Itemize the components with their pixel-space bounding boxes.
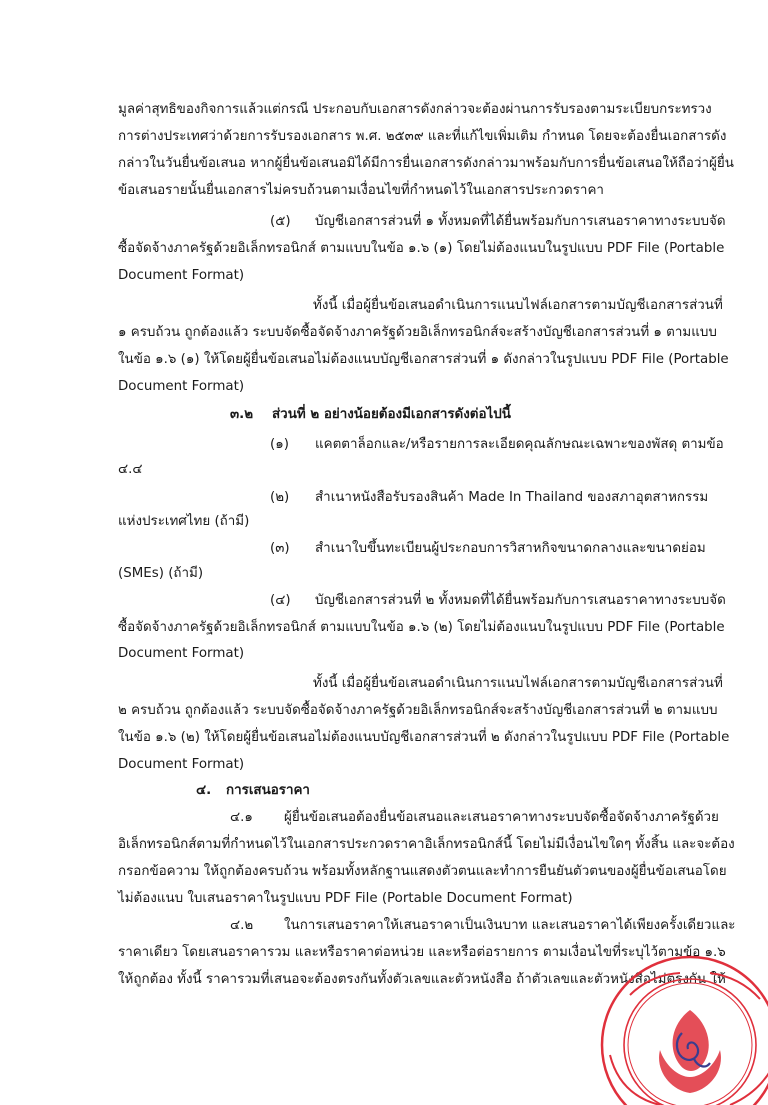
text-line: ผู้ยื่นข้อเสนอต้องยื่นข้อเสนอและเสนอราคาทางระบบจัดซื้อจัดจ้างภาครัฐด้วย [284, 810, 719, 825]
item-number: (๓) [270, 541, 290, 556]
section-number: ๔. [196, 783, 212, 798]
item-number: (๔) [270, 593, 291, 608]
text-line: แคตตาล็อกและ/หรือรายการละเอียดคุณลักษณะเฉพาะของพัสดุ ตามข้อ [315, 437, 724, 452]
text-line: Document Format) [118, 379, 245, 394]
text-line: ๔.๔ [118, 462, 143, 477]
item-number: (๒) [270, 490, 290, 505]
text-line: (SMEs) (ถ้ามี) [118, 566, 204, 581]
text-line: สำเนาใบขึ้นทะเบียนผู้ประกอบการวิสาหกิจขนาดกลางและขนาดย่อม [315, 541, 706, 556]
text-line: ราคาเดียว โดยเสนอราคารวม และหรือราคาต่อหน่วย และหรือต่อรายการ ตามเงื่อนไขที่ระบุไว้ตามข้อ ๑.๖ [118, 945, 726, 960]
text-line: ทั้งนี้ เมื่อผู้ยื่นข้อเสนอดำเนินการแนบไฟล์เอกสารตามบัญชีเอกสารส่วนที่ [313, 676, 723, 691]
text-line: ในข้อ ๑.๖ (๒) ให้โดยผู้ยื่นข้อเสนอไม่ต้องแนบบัญชีเอกสารส่วนที่ ๒ ดังกล่าวในรูปแบบ PDF File (Portable [118, 730, 730, 745]
text-line: มูลค่าสุทธิของกิจการแล้วแต่กรณี ประกอบกับเอกสารดังกล่าวจะต้องผ่านการรับรองตามระเบียบกระทรวง [118, 102, 712, 117]
text-line: กล่าวในวันยื่นข้อเสนอ หากผู้ยื่นข้อเสนอมิได้มีการยื่นเอกสารดังกล่าวมาพร้อมกับการยื่นข้อเสนอให้ถือว่าผู้ยื่น [118, 156, 734, 171]
text-line: ทั้งนี้ เมื่อผู้ยื่นข้อเสนอดำเนินการแนบไฟล์เอกสารตามบัญชีเอกสารส่วนที่ [313, 298, 723, 313]
text-line: สำเนาหนังสือรับรองสินค้า Made In Thailand ของสภาอุตสาหกรรม [315, 490, 709, 505]
text-line: บัญชีเอกสารส่วนที่ ๑ ทั้งหมดที่ได้ยื่นพร้อมกับการเสนอราคาทางระบบจัด [315, 214, 726, 229]
section-number: ๓.๒ [230, 407, 254, 422]
text-line: Document Format) [118, 268, 245, 283]
text-line: ซื้อจัดจ้างภาครัฐด้วยอิเล็กทรอนิกส์ ตามแบบในข้อ ๑.๖ (๑) โดยไม่ต้องแนบในรูปแบบ PDF File (Portable [118, 241, 725, 256]
text-line: Document Format) [118, 646, 245, 661]
text-line: กรอกข้อความ ให้ถูกต้องครบถ้วน พร้อมทั้งหลักฐานแสดงตัวตนและทำการยืนยันตัวตนของผู้ยื่นข้อเสนอโดย [118, 864, 727, 879]
text-line: อิเล็กทรอนิกส์ตามที่กำหนดไว้ในเอกสารประกวดราคาอิเล็กทรอนิกส์นี้ โดยไม่มีเงื่อนไขใดๆ ทั้งสิ้น และจะต้อง [118, 837, 735, 852]
official-seal [590, 955, 768, 1105]
text-line: ข้อเสนอรายนั้นยื่นเอกสารไม่ครบถ้วนตามเงื่อนไขที่กำหนดไว้ในเอกสารประกวดราคา [118, 183, 604, 198]
text-line: ๒ ครบถ้วน ถูกต้องแล้ว ระบบจัดซื้อจัดจ้างภาครัฐด้วยอิเล็กทรอนิกส์จะสร้างบัญชีเอกสารส่วนที่ ๒ ตามแบบ [118, 703, 718, 718]
item-number: ๔.๑ [230, 810, 253, 825]
text-line: ไม่ต้องแนบ ใบเสนอราคาในรูปแบบ PDF File (Portable Document Format) [118, 891, 573, 906]
section-heading: การเสนอราคา [226, 783, 310, 798]
item-number: (๕) [270, 214, 291, 229]
text-line: บัญชีเอกสารส่วนที่ ๒ ทั้งหมดที่ได้ยื่นพร้อมกับการเสนอราคาทางระบบจัด [315, 593, 726, 608]
text-line: แห่งประเทศไทย (ถ้ามี) [118, 514, 250, 529]
text-line: ให้ถูกต้อง ทั้งนี้ ราคารวมที่เสนอจะต้องตรงกันทั้งตัวเลขและตัวหนังสือ ถ้าตัวเลขและตัวหนังสือไม่ตรงกัน ให้ [118, 972, 726, 987]
text-line: ในข้อ ๑.๖ (๑) ให้โดยผู้ยื่นข้อเสนอไม่ต้องแนบบัญชีเอกสารส่วนที่ ๑ ดังกล่าวในรูปแบบ PDF File (Portable [118, 352, 729, 367]
item-number: ๔.๒ [230, 918, 254, 933]
text-line: Document Format) [118, 757, 245, 772]
section-heading: ส่วนที่ ๒ อย่างน้อยต้องมีเอกสารดังต่อไปนี้ [272, 407, 511, 422]
text-line: ๑ ครบถ้วน ถูกต้องแล้ว ระบบจัดซื้อจัดจ้างภาครัฐด้วยอิเล็กทรอนิกส์จะสร้างบัญชีเอกสารส่วนที่ ๑ ตามแบบ [118, 325, 717, 340]
text-line: ในการเสนอราคาให้เสนอราคาเป็นเงินบาท และเสนอราคาได้เพียงครั้งเดียวและ [284, 918, 736, 933]
text-line: ซื้อจัดจ้างภาครัฐด้วยอิเล็กทรอนิกส์ ตามแบบในข้อ ๑.๖ (๒) โดยไม่ต้องแนบในรูปแบบ PDF File (Portable [118, 620, 725, 635]
text-line: การต่างประเทศว่าด้วยการรับรองเอกสาร พ.ศ. ๒๕๓๙ และที่แก้ไขเพิ่มเติม กำหนด โดยจะต้องยื่นเอกสารดัง [118, 129, 727, 144]
item-number: (๑) [270, 437, 289, 452]
